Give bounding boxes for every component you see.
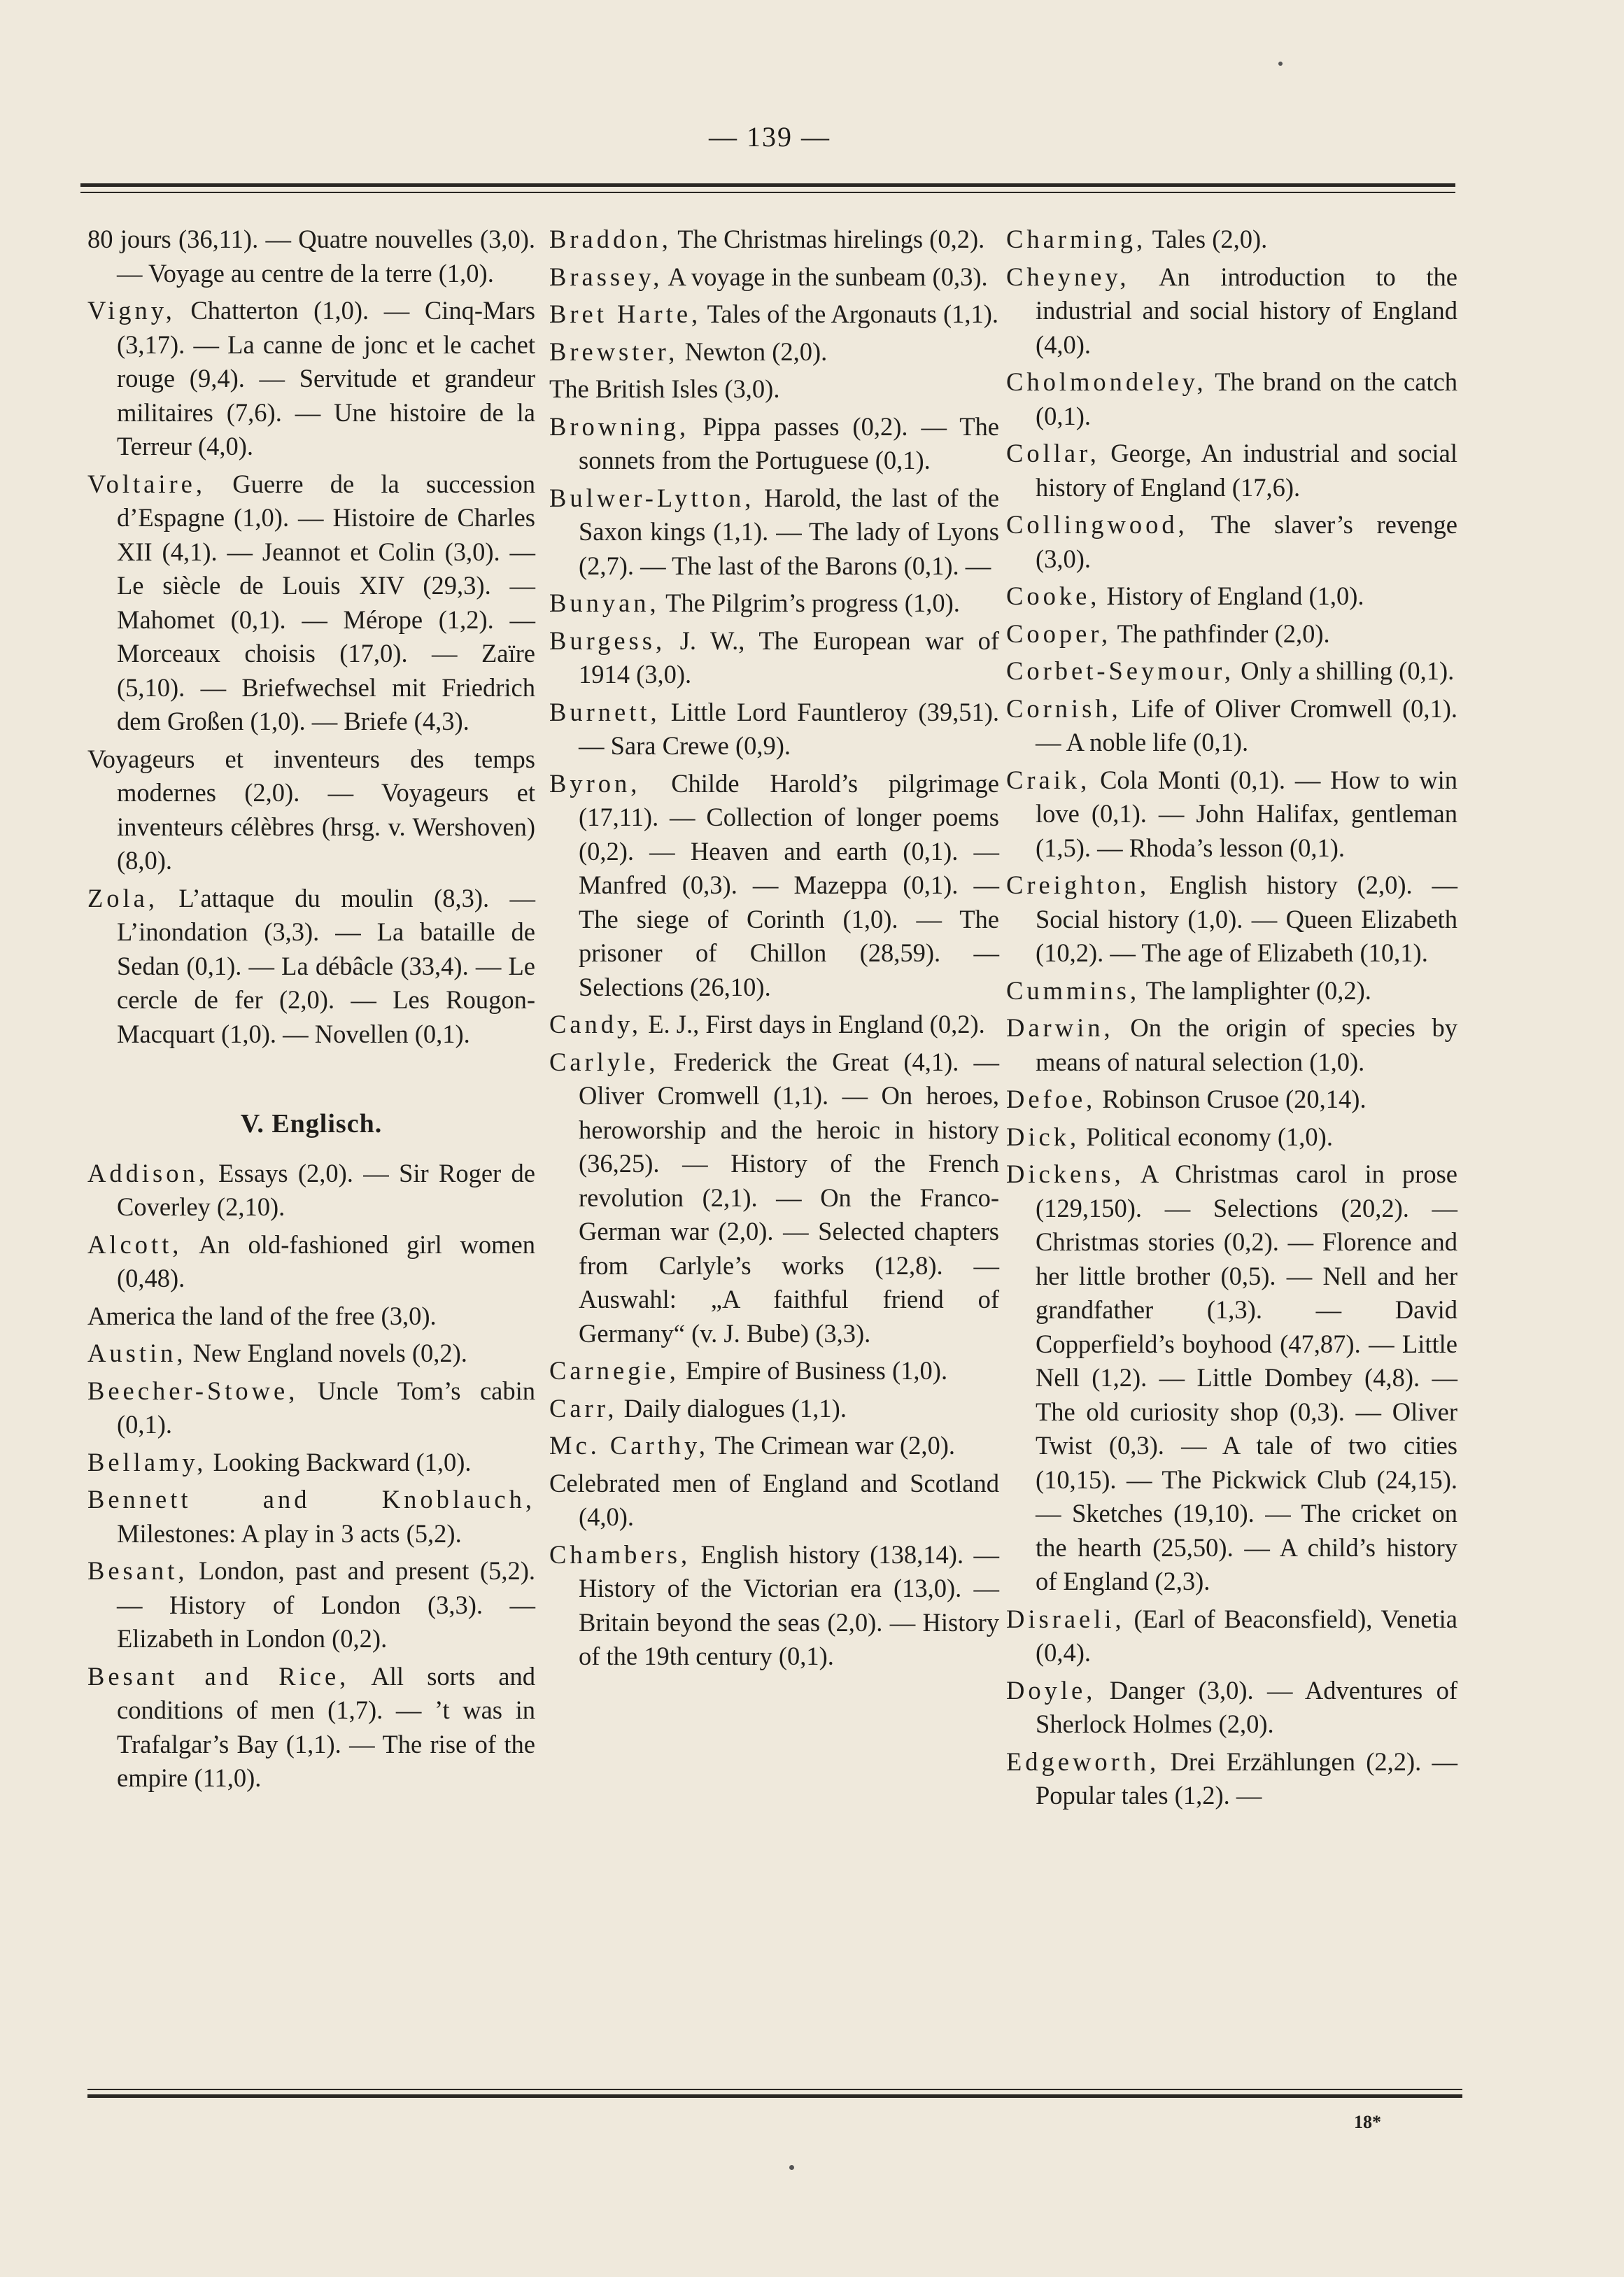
entry-author: Cooper, xyxy=(1006,619,1112,648)
entry-text: Danger (3,0). — Adventures of Sherlock Holmes (2,0). xyxy=(1036,1675,1457,1738)
entry-author: Voltaire, xyxy=(87,469,206,498)
bibliography-entry xyxy=(549,260,999,295)
entry-text: Childe Harold’s pilgrimage (17,11). — Collection of longer poems (0,2). — Heaven and earth (0,1). — Manfred (0,3). — Mazeppa (0,1). — The siege of Corinth (1,0). — The prisoner of Chillon (28,59). — Selections (26,10). xyxy=(579,768,999,1001)
entry-text: London, past and present (5,2). — History of London (3,3). — Elizabeth in London (0,2). xyxy=(117,1556,535,1653)
entry-author: Bunyan, xyxy=(549,588,660,617)
bibliography-entry xyxy=(87,1228,535,1296)
entry-text: All sorts and conditions of men (1,7). — ’t was in Trafalgar’s Bay (1,1). — The rise of the empire (11,0). xyxy=(117,1661,535,1792)
entry-text: Frederick the Great (4,1). — Oliver Cromwell (1,1). — On heroes, heroworship and the heroic in history (36,25). — History of the French revolution (2,1). — On the Franco-German war (2,0). — Selected chapters from Carlyle’s works (12,8). — Auswahl: „A faithful friend of Germany“ (v. J. Bube) (3,3). xyxy=(579,1047,999,1348)
entry-text: New England novels (0,2). xyxy=(186,1339,467,1367)
entry-text: J. W., The European war of 1914 (3,0). xyxy=(579,626,999,689)
entry-author: Corbet-Seymour, xyxy=(1006,656,1234,685)
entry-author: Cooke, xyxy=(1006,581,1101,610)
bibliography-entry xyxy=(549,223,999,257)
entry-text: Political economy (1,0). xyxy=(1080,1122,1333,1151)
entry-text: (Earl of Beaconsfield), Venetia (0,4). xyxy=(1036,1604,1457,1667)
entry-author: Craik, xyxy=(1006,765,1091,794)
entry-author: Brassey, xyxy=(549,262,663,291)
entry-author: Cholmondeley, xyxy=(1006,367,1207,396)
entry-text: L’attaque du moulin (8,3). — L’inondation (3,3). — La bataille de Sedan (0,1). — La débâcle (33,4). — Le cercle de fer (2,0). — Les Rougon-Macquart (1,0). — Novellen (0,1). xyxy=(117,883,535,1048)
bibliography-entry xyxy=(87,1299,535,1334)
bibliography-entry xyxy=(1006,508,1457,576)
entry-author: Bellamy, xyxy=(87,1447,207,1476)
entry-author: Bret Harte, xyxy=(549,299,702,328)
bibliography-entry xyxy=(549,1467,999,1535)
entry-text: Essays (2,0). — Sir Roger de Coverley (2,10). xyxy=(117,1158,535,1221)
entry-author: Bennett and Knoblauch, xyxy=(87,1485,535,1514)
entry-text: George, An industrial and social history of England (17,6). xyxy=(1036,439,1457,502)
bibliography-entry xyxy=(87,294,535,464)
entry-text: Chatterton (1,0). — Cinq-Mars (3,17). — La canne de jonc et le cachet rouge (9,4). — Servitude et grandeur militaires (7,6). — Une histoire de la Terreur (4,0). xyxy=(117,296,535,460)
entry-author: Carr, xyxy=(549,1393,618,1423)
bibliography-entry xyxy=(1006,654,1457,689)
entry-text: Tales (2,0). xyxy=(1146,225,1268,253)
bibliography-entry xyxy=(87,223,535,290)
bibliography-entry xyxy=(1006,1745,1457,1813)
entry-text: Harold, the last of the Saxon kings (1,1). — The lady of Lyons (2,7). — The last of the Barons (0,1). — xyxy=(579,483,999,580)
entry-author: Dickens, xyxy=(1006,1159,1124,1188)
entry-text: A Christmas carol in prose (129,150). — Selections (20,2). — Christmas stories (0,2). — Florence and her little brother (0,5). — Nell and her grandfather (1,3). — David Copperfield’s boyhood (47,87). — Little Nell (1,2). — Little Dombey (4,8). — The old curiosity shop (0,3). — Oliver Twist (0,3). — A tale of two cities (10,15). — The Pickwick Club (24,15). — Sketches (19,10). — The cricket on the hearth (25,50). — A child’s history of England (2,3). xyxy=(1036,1159,1457,1595)
bibliography-entry xyxy=(549,767,999,1005)
bibliography-entry xyxy=(549,1354,999,1388)
entry-author: Charming, xyxy=(1006,225,1147,253)
column-2 xyxy=(549,223,999,1677)
bibliography-entry xyxy=(1006,1157,1457,1599)
entry-text: The pathfinder (2,0). xyxy=(1111,619,1330,648)
header-rule-thin xyxy=(80,192,1455,193)
bibliography-entry xyxy=(1006,260,1457,362)
entry-author: Besant, xyxy=(87,1556,188,1585)
bibliography-entry xyxy=(87,467,535,739)
bibliography-entry xyxy=(1006,763,1457,866)
entry-author: Edgeworth, xyxy=(1006,1747,1160,1776)
entry-author: Besant and Rice, xyxy=(87,1661,350,1691)
entry-author: Byron, xyxy=(549,768,641,798)
bibliography-entry xyxy=(549,481,999,584)
entry-text: Voyageurs et inventeurs des temps modernes (2,0). — Voyageurs et inventeurs célèbres (hrsg. v. Wershoven) (8,0). xyxy=(87,744,535,875)
entry-text: Uncle Tom’s cabin (0,1). xyxy=(117,1376,535,1439)
footer-rule-thick xyxy=(87,2094,1462,2098)
bibliography-entry xyxy=(549,297,999,332)
entry-author: Burgess, xyxy=(549,626,666,655)
bibliography-entry xyxy=(87,1374,535,1442)
bibliography-entry xyxy=(1006,868,1457,971)
bibliography-entry xyxy=(549,410,999,478)
column-1 xyxy=(87,223,535,1799)
column-3 xyxy=(1006,223,1457,1817)
entry-text: The brand on the catch (0,1). xyxy=(1036,367,1457,430)
entry-text: The slaver’s revenge (3,0). xyxy=(1036,510,1457,573)
bibliography-entry xyxy=(549,335,999,369)
entry-text: The Crimean war (2,0). xyxy=(709,1431,956,1460)
entry-author: Carnegie, xyxy=(549,1356,679,1385)
bibliography-entry xyxy=(549,372,999,407)
page-number: — 139 — xyxy=(709,121,831,153)
bibliography-entry xyxy=(549,1429,999,1463)
entry-text: Looking Backward (1,0). xyxy=(206,1447,472,1476)
bibliography-entry xyxy=(1006,223,1457,257)
entry-text: A voyage in the sunbeam (0,3). xyxy=(663,262,988,291)
entry-author: Burnett, xyxy=(549,697,661,726)
bibliography-entry xyxy=(87,1337,535,1371)
entry-text: Drei Erzählungen (2,2). — Popular tales (1,2). — xyxy=(1036,1747,1457,1810)
bibliography-entry xyxy=(1006,365,1457,433)
entry-text: Empire of Business (1,0). xyxy=(679,1356,948,1385)
entry-author: Addison, xyxy=(87,1158,209,1187)
entry-author: Alcott, xyxy=(87,1229,183,1259)
entry-author: Vigny, xyxy=(87,296,176,325)
entry-text: The lamplighter (0,2). xyxy=(1140,975,1371,1005)
entry-text: Celebrated men of England and Scotland (4,0). xyxy=(549,1468,999,1531)
entry-author: Darwin, xyxy=(1006,1013,1114,1042)
entry-text: History of England (1,0). xyxy=(1100,581,1364,610)
bibliography-entry xyxy=(1006,1120,1457,1155)
signature-mark: 18* xyxy=(1354,2112,1381,2132)
paper-speck xyxy=(789,2165,794,2170)
bibliography-entry xyxy=(87,1554,535,1656)
entry-author: Creighton, xyxy=(1006,870,1150,899)
entry-author: Cheyney, xyxy=(1006,262,1130,291)
entry-text: English history (2,0). — Social history (1,0). — Queen Elizabeth (10,2). — The age of Elizabeth (10,1). xyxy=(1036,870,1457,967)
entry-text: Cola Monti (0,1). — How to win love (0,1). — John Halifax, gentleman (1,5). — Rhoda’s lesson (0,1). xyxy=(1036,765,1457,862)
entry-author: Chambers, xyxy=(549,1539,691,1569)
entry-text: Tales of the Argonauts (1,1). xyxy=(701,299,999,328)
header-rule-thick xyxy=(80,183,1455,187)
bibliography-entry xyxy=(1006,1602,1457,1670)
entry-author: Brewster, xyxy=(549,337,679,366)
bibliography-entry xyxy=(87,1660,535,1796)
bibliography-entry xyxy=(1006,1011,1457,1079)
entry-text: The Christmas hirelings (0,2). xyxy=(671,225,985,253)
entry-author: Bulwer-Lytton, xyxy=(549,483,755,512)
bibliography-entry xyxy=(549,1392,999,1426)
entry-author: Doyle, xyxy=(1006,1675,1096,1705)
entry-author: Braddon, xyxy=(549,225,672,253)
bibliography-entry xyxy=(549,696,999,763)
entry-author: Cummins, xyxy=(1006,975,1141,1005)
entry-text: Robinson Crusoe (20,14). xyxy=(1096,1085,1367,1113)
entry-text: Little Lord Fauntleroy (39,51). — Sara Crewe (0,9). xyxy=(579,697,999,760)
bibliography-entry xyxy=(87,1157,535,1225)
entry-author: Candy, xyxy=(549,1010,642,1038)
bibliography-entry xyxy=(1006,579,1457,614)
bibliography-entry xyxy=(87,882,535,1052)
bibliography-entry xyxy=(549,586,999,621)
entry-author: Dick, xyxy=(1006,1122,1080,1151)
entry-text: An old-fashioned girl women (0,48). xyxy=(117,1229,535,1292)
entry-author: Carlyle, xyxy=(549,1047,659,1076)
paper-speck xyxy=(1278,62,1283,66)
entry-author: Cornish, xyxy=(1006,693,1122,723)
entry-author: Mc. Carthy, xyxy=(549,1431,709,1460)
bibliography-entry xyxy=(1006,1674,1457,1742)
entry-text: Newton (2,0). xyxy=(678,337,828,366)
bibliography-entry xyxy=(549,1538,999,1674)
bibliography-entry xyxy=(1006,617,1457,651)
entry-author: Collar, xyxy=(1006,439,1100,467)
bibliography-entry xyxy=(1006,437,1457,505)
entry-text: English history (138,14). — History of the Victorian era (13,0). — Britain beyond the seas (2,0). — History of the 19th century (0,1). xyxy=(579,1539,999,1670)
entry-text: Daily dialogues (1,1). xyxy=(617,1393,847,1423)
entry-text: Guerre de la succession d’Espagne (1,0). — Histoire de Charles XII (4,1). — Jeannot et Colin (3,0). — Le siècle de Louis XIV (29,3). — Mahomet (0,1). — Mérope (1,2). — Morceaux choisis (17,0). — Zaïre (5,10). — Briefwechsel mit Friedrich dem Großen (1,0). — Briefe (4,3). xyxy=(117,469,535,735)
entry-text: Life of Oliver Cromwell (0,1). — A noble life (0,1). xyxy=(1036,693,1457,756)
entry-text: Pippa passes (0,2). — The sonnets from the Portuguese (0,1). xyxy=(579,411,999,474)
entry-text: The Pilgrim’s progress (1,0). xyxy=(659,588,960,617)
bibliography-entry xyxy=(87,742,535,878)
entry-author: Austin, xyxy=(87,1339,187,1367)
entry-text: An introduction to the industrial and social history of England (4,0). xyxy=(1036,262,1457,359)
entry-author: Browning, xyxy=(549,411,690,441)
entry-author: Disraeli, xyxy=(1006,1604,1125,1633)
entry-author: Zola, xyxy=(87,883,159,912)
bibliography-entry xyxy=(87,1483,535,1551)
entry-text: 80 jours (36,11). — Quatre nouvelles (3,0). — Voyage au centre de la terre (1,0). xyxy=(87,225,535,288)
entry-author: Collingwood, xyxy=(1006,510,1188,539)
footer-rule-thin xyxy=(87,2089,1462,2090)
bibliography-entry xyxy=(1006,974,1457,1008)
entry-author: Beecher-Stowe, xyxy=(87,1376,299,1405)
bibliography-entry xyxy=(549,624,999,692)
entry-text: The British Isles (3,0). xyxy=(549,374,780,403)
bibliography-entry xyxy=(1006,1083,1457,1117)
bibliography-entry xyxy=(549,1045,999,1351)
section-heading: V. Englisch. xyxy=(240,1109,383,1138)
bibliography-entry xyxy=(549,1008,999,1042)
entry-text: America the land of the free (3,0). xyxy=(87,1301,437,1330)
entry-text: Milestones: A play in 3 acts (5,2). xyxy=(117,1518,462,1548)
bibliography-entry xyxy=(1006,692,1457,760)
entry-author: Defoe, xyxy=(1006,1085,1096,1113)
bibliography-entry xyxy=(87,1446,535,1480)
entry-text: E. J., First days in England (0,2). xyxy=(642,1010,985,1038)
entry-text: Only a shilling (0,1). xyxy=(1234,656,1455,685)
entry-text: On the origin of species by means of natural selection (1,0). xyxy=(1036,1013,1457,1076)
